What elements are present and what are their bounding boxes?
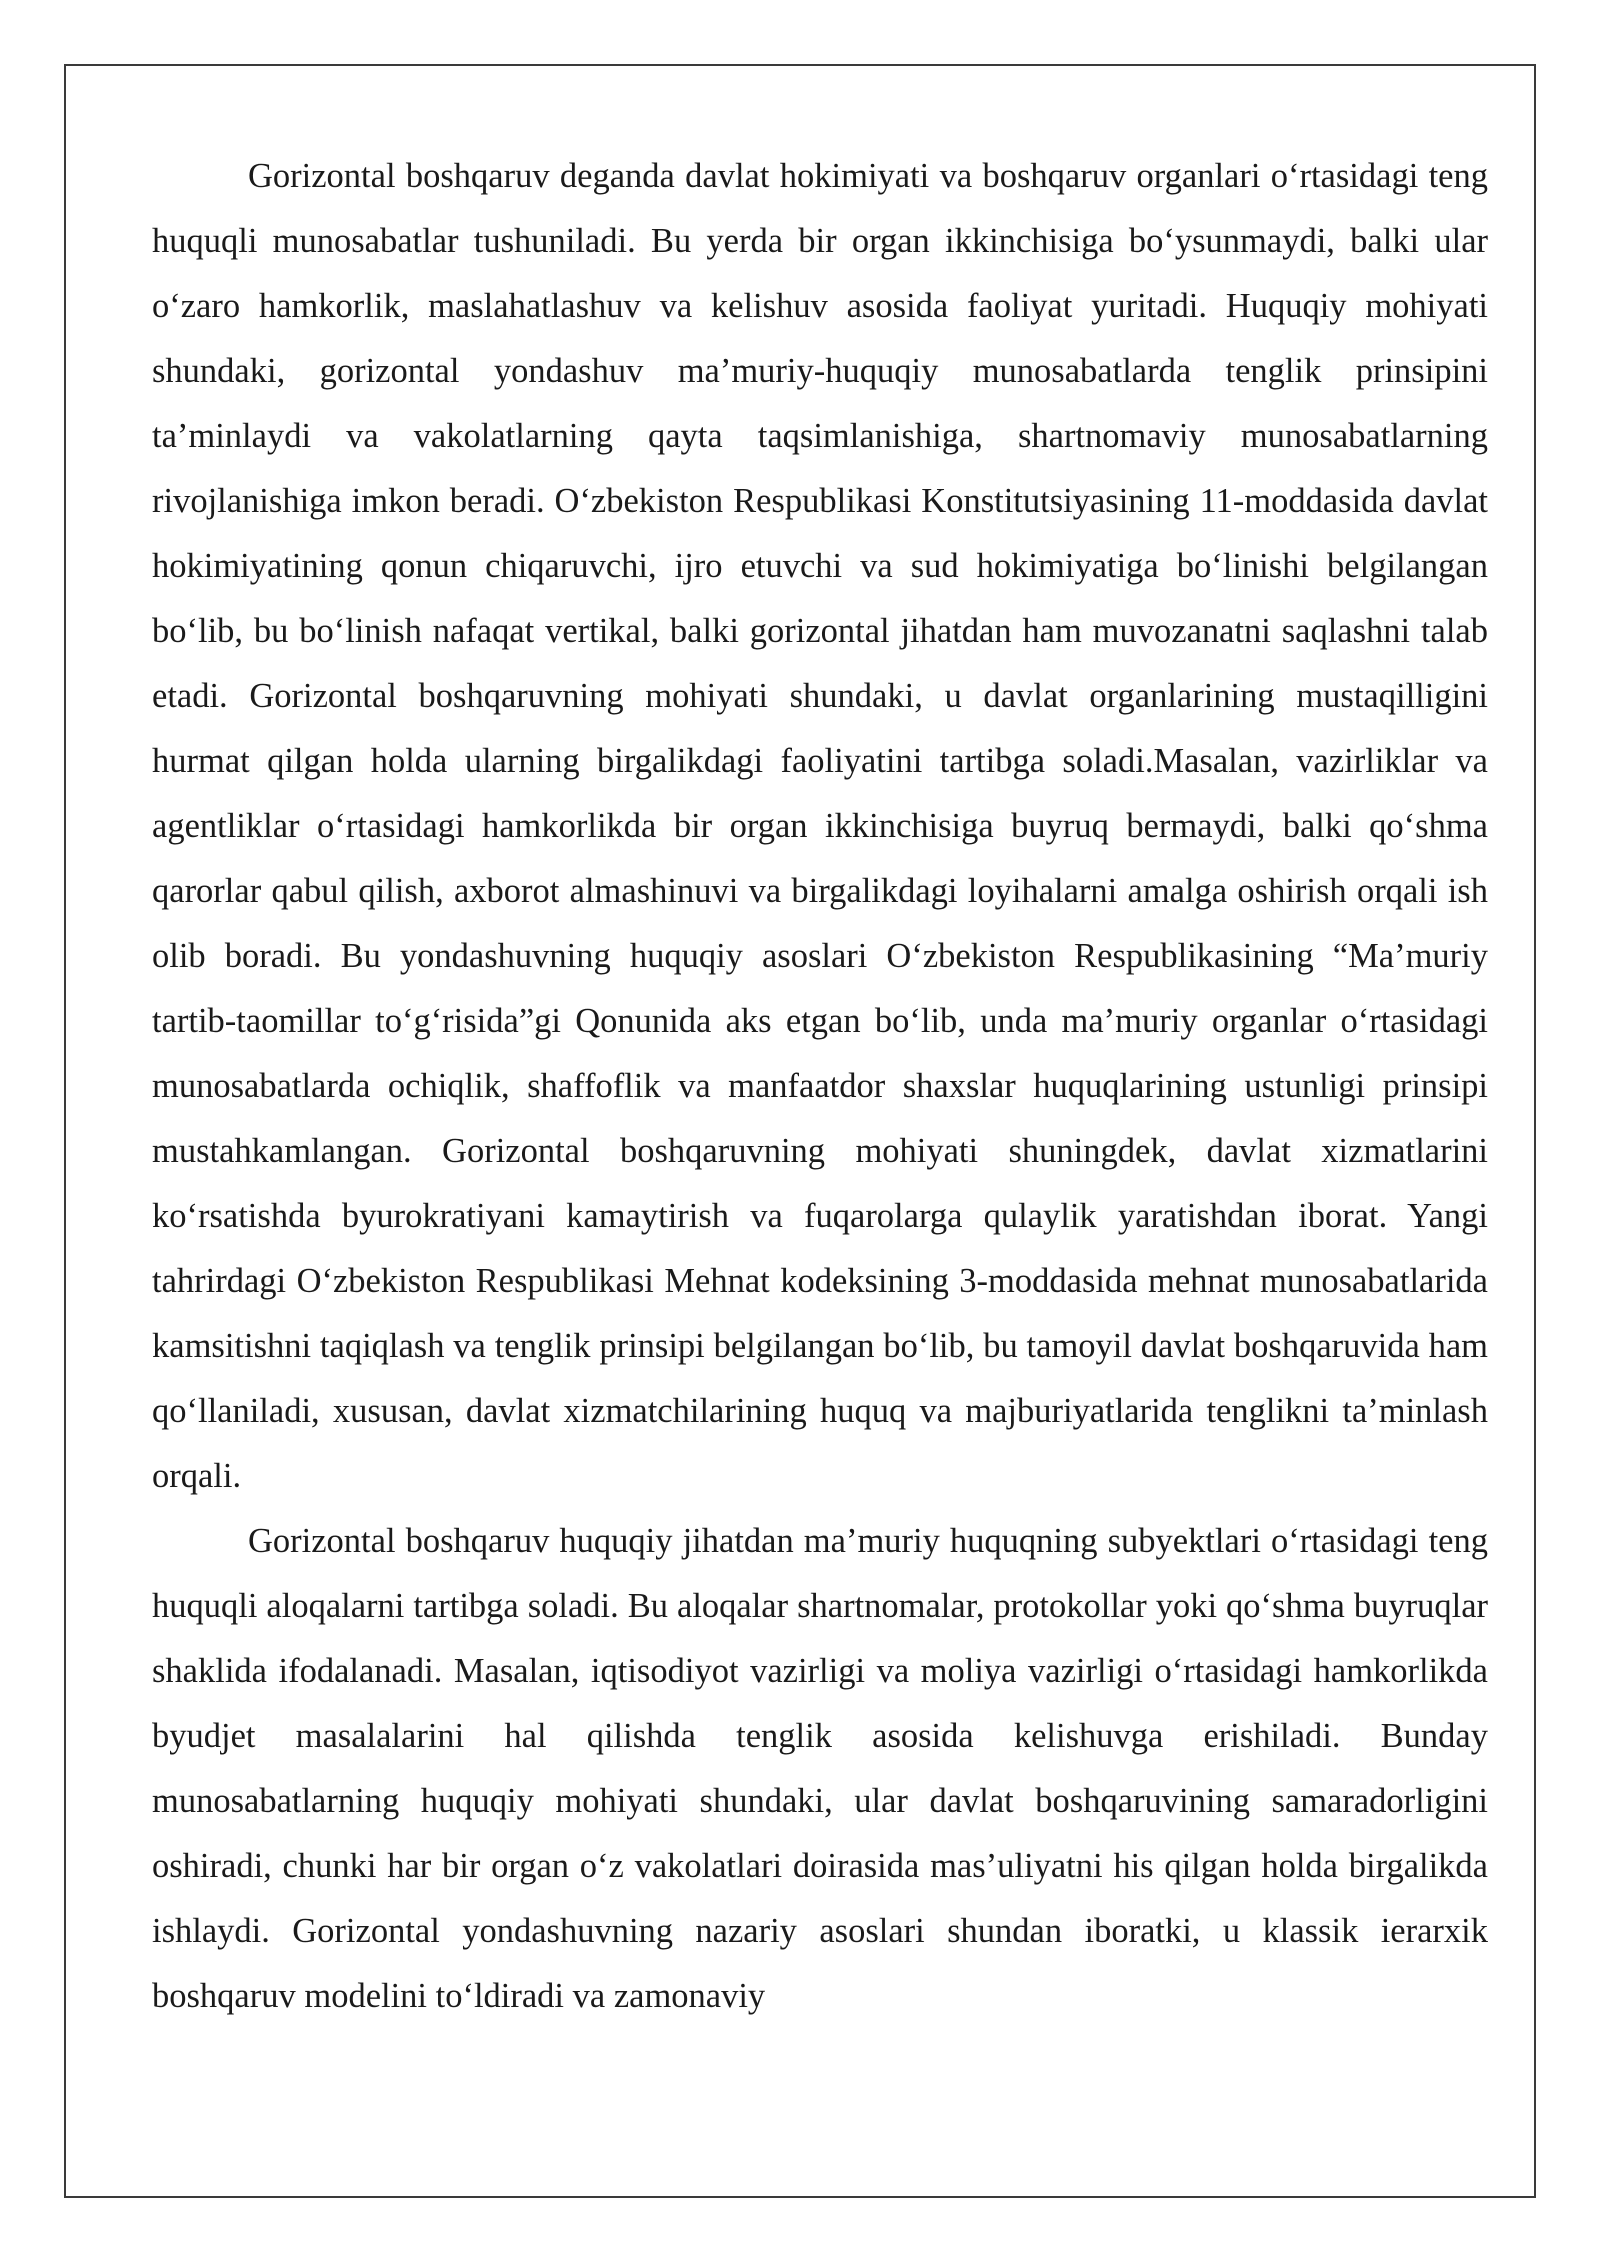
document-body (152, 144, 1488, 2029)
paragraph-2: Gorizontal boshqaruv huquqiy jihatdan ma’muriy huquqning subyektlari o‘rtasidagi teng huquqli aloqalarni tartibga soladi. Bu aloqalar shartnomalar, protokollar yoki qo‘shma buyruqlar shaklida ifodalanadi. Masalan, iqtisodiyot vazirligi va moliya vazirligi o‘rtasidagi hamkorlikda byudjet masalalarini hal qilishda tenglik asosida kelishuvga erishiladi. Bunday munosabatlarning huquqiy mohiyati shundaki, ular davlat boshqaruvining samaradorligini oshiradi, chunki har bir organ o‘z vakolatlari doirasida mas’uliyatni his qilgan holda birgalikda ishlaydi. Gorizontal yondashuvning nazariy asoslari shundan iboratki, u klassik ierarxik boshqaruv modelini to‘ldiradi va zamonaviy (152, 1522, 1488, 2015)
paragraph-1: Gorizontal boshqaruv deganda davlat hokimiyati va boshqaruv organlari o‘rtasidagi teng huquqli munosabatlar tushuniladi. Bu yerda bir organ ikkinchisiga bo‘ysunmaydi, balki ular o‘zaro hamkorlik, maslahatlashuv va kelishuv asosida faoliyat yuritadi. Huquqiy mohiyati shundaki, gorizontal yondashuv ma’muriy-huquqiy munosabatlarda tenglik prinsipini ta’minlaydi va vakolatlarning qayta taqsimlanishiga, shartnomaviy munosabatlarning rivojlanishiga imkon beradi. O‘zbekiston Respublikasi Konstitutsiyasining 11-moddasida davlat hokimiyatining qonun chiqaruvchi, ijro etuvchi va sud hokimiyatiga bo‘linishi belgilangan bo‘lib, bu bo‘linish nafaqat vertikal, balki gorizontal jihatdan ham muvozanatni saqlashni talab etadi. Gorizontal boshqaruvning mohiyati shundaki, u davlat organlarining mustaqilligini hurmat qilgan holda ularning birgalikdagi faoliyatini tartibga soladi.Masalan, vazirliklar va agentliklar o‘rtasidagi hamkorlikda bir organ ikkinchisiga buyruq bermaydi, balki qo‘shma qarorlar qabul qilish, axborot almashinuvi va birgalikdagi loyihalarni amalga oshirish orqali ish olib boradi. Bu yondashuvning huquqiy asoslari O‘zbekiston Respublikasining “Ma’muriy tartib-taomillar to‘g‘risida”gi Qonunida aks etgan bo‘lib, unda ma’muriy organlar o‘rtasidagi munosabatlarda ochiqlik, shaffoflik va manfaatdor shaxslar huquqlarining ustunligi prinsipi mustahkamlangan. Gorizontal boshqaruvning mohiyati shuningdek, davlat xizmatlarini ko‘rsatishda byurokratiyani kamaytirish va fuqarolarga qulaylik yaratishdan iborat. Yangi tahrirdagi O‘zbekiston Respublikasi Mehnat kodeksining 3-moddasida mehnat munosabatlarida kamsitishni taqiqlash va tenglik prinsipi belgilangan bo‘lib, bu tamoyil davlat boshqaruvida ham qo‘llaniladi, xususan, davlat xizmatchilarining huquq va majburiyatlarida tenglikni ta’minlash orqali. (152, 157, 1488, 1495)
